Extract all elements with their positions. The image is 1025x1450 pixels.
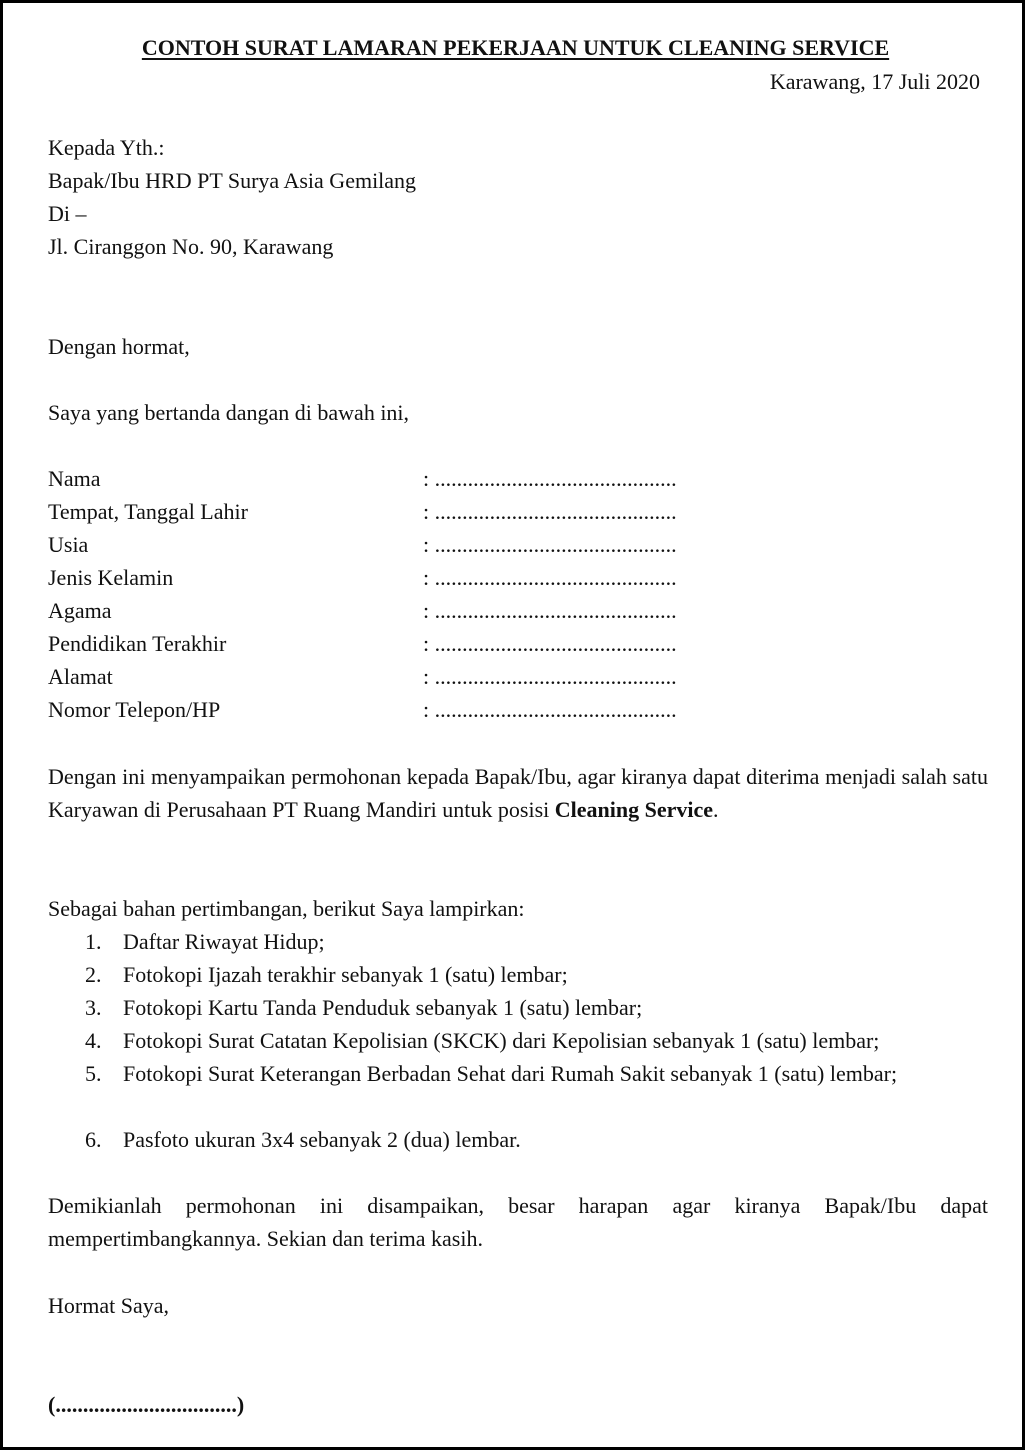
field-label: Nomor Telepon/HP xyxy=(48,697,221,722)
list-number: 5. xyxy=(85,1061,102,1086)
list-number: 2. xyxy=(85,962,102,987)
recipient-line-1: Kepada Yth.: xyxy=(48,135,165,160)
letter-date: Karawang, 17 Juli 2020 xyxy=(769,69,980,94)
list-item: Pasfoto ukuran 3x4 sebanyak 2 (dua) lembar. xyxy=(123,1127,521,1152)
letter-title: CONTOH SURAT LAMARAN PEKERJAAN UNTUK CLEANING SERVICE xyxy=(141,35,890,60)
list-item: Daftar Riwayat Hidup; xyxy=(123,929,325,954)
recipient-line-3: Di – xyxy=(48,201,87,226)
recipient-line-2: Bapak/Ibu HRD PT Surya Asia Gemilang xyxy=(48,168,417,193)
field-label: Usia xyxy=(48,532,89,557)
request-paragraph xyxy=(48,760,988,826)
closing-paragraph: Demikianlah permohonan ini disampaikan, besar harapan agar kiranya Bapak/Ibu dapat mempertimbangkannya. Sekian dan terima kasih. xyxy=(48,1193,988,1251)
field-label: Tempat, Tanggal Lahir xyxy=(48,499,248,524)
field-value: : ............................................ xyxy=(423,598,677,623)
intro-line: Saya yang bertanda dangan di bawah ini, xyxy=(48,400,410,425)
signature-placeholder: (.................................) xyxy=(48,1392,245,1417)
list-number: 1. xyxy=(85,929,102,954)
list-number: 4. xyxy=(85,1028,102,1053)
field-value: : ............................................ xyxy=(423,532,677,557)
field-value: : ............................................ xyxy=(423,499,677,524)
list-item: Fotokopi Surat Keterangan Berbadan Sehat dari Rumah Sakit sebanyak 1 (satu) lembar; xyxy=(123,1061,898,1086)
request-text: Dengan ini menyampaikan permohonan kepada Bapak/Ibu, agar kiranya dapat diterima menjadi salah satu Karyawan di Perusahaan PT Ruang Mandiri untuk posisi xyxy=(48,764,988,822)
field-value: : ............................................ xyxy=(423,697,677,722)
recipient-line-4: Jl. Ciranggon No. 90, Karawang xyxy=(48,234,334,259)
list-item: Fotokopi Kartu Tanda Penduduk sebanyak 1 (satu) lembar; xyxy=(123,995,643,1020)
field-value: : ............................................ xyxy=(423,565,677,590)
position-name: Cleaning Service xyxy=(554,797,714,822)
field-label: Alamat xyxy=(48,664,113,689)
field-value: : ............................................ xyxy=(423,631,677,656)
field-value: : ............................................ xyxy=(423,664,677,689)
greeting: Dengan hormat, xyxy=(48,334,190,359)
list-number: 6. xyxy=(85,1127,102,1152)
list-item: Fotokopi Ijazah terakhir sebanyak 1 (satu) lembar; xyxy=(123,962,568,987)
field-label: Nama xyxy=(48,466,101,491)
field-label: Agama xyxy=(48,598,112,623)
field-label: Jenis Kelamin xyxy=(48,565,174,590)
list-number: 3. xyxy=(85,995,102,1020)
regards: Hormat Saya, xyxy=(48,1293,169,1318)
request-end: . xyxy=(713,797,719,822)
attachments-intro: Sebagai bahan pertimbangan, berikut Saya lampirkan: xyxy=(48,896,525,921)
field-value: : ............................................ xyxy=(423,466,677,491)
list-item: Fotokopi Surat Catatan Kepolisian (SKCK) dari Kepolisian sebanyak 1 (satu) lembar; xyxy=(123,1028,880,1053)
field-label: Pendidikan Terakhir xyxy=(48,631,227,656)
